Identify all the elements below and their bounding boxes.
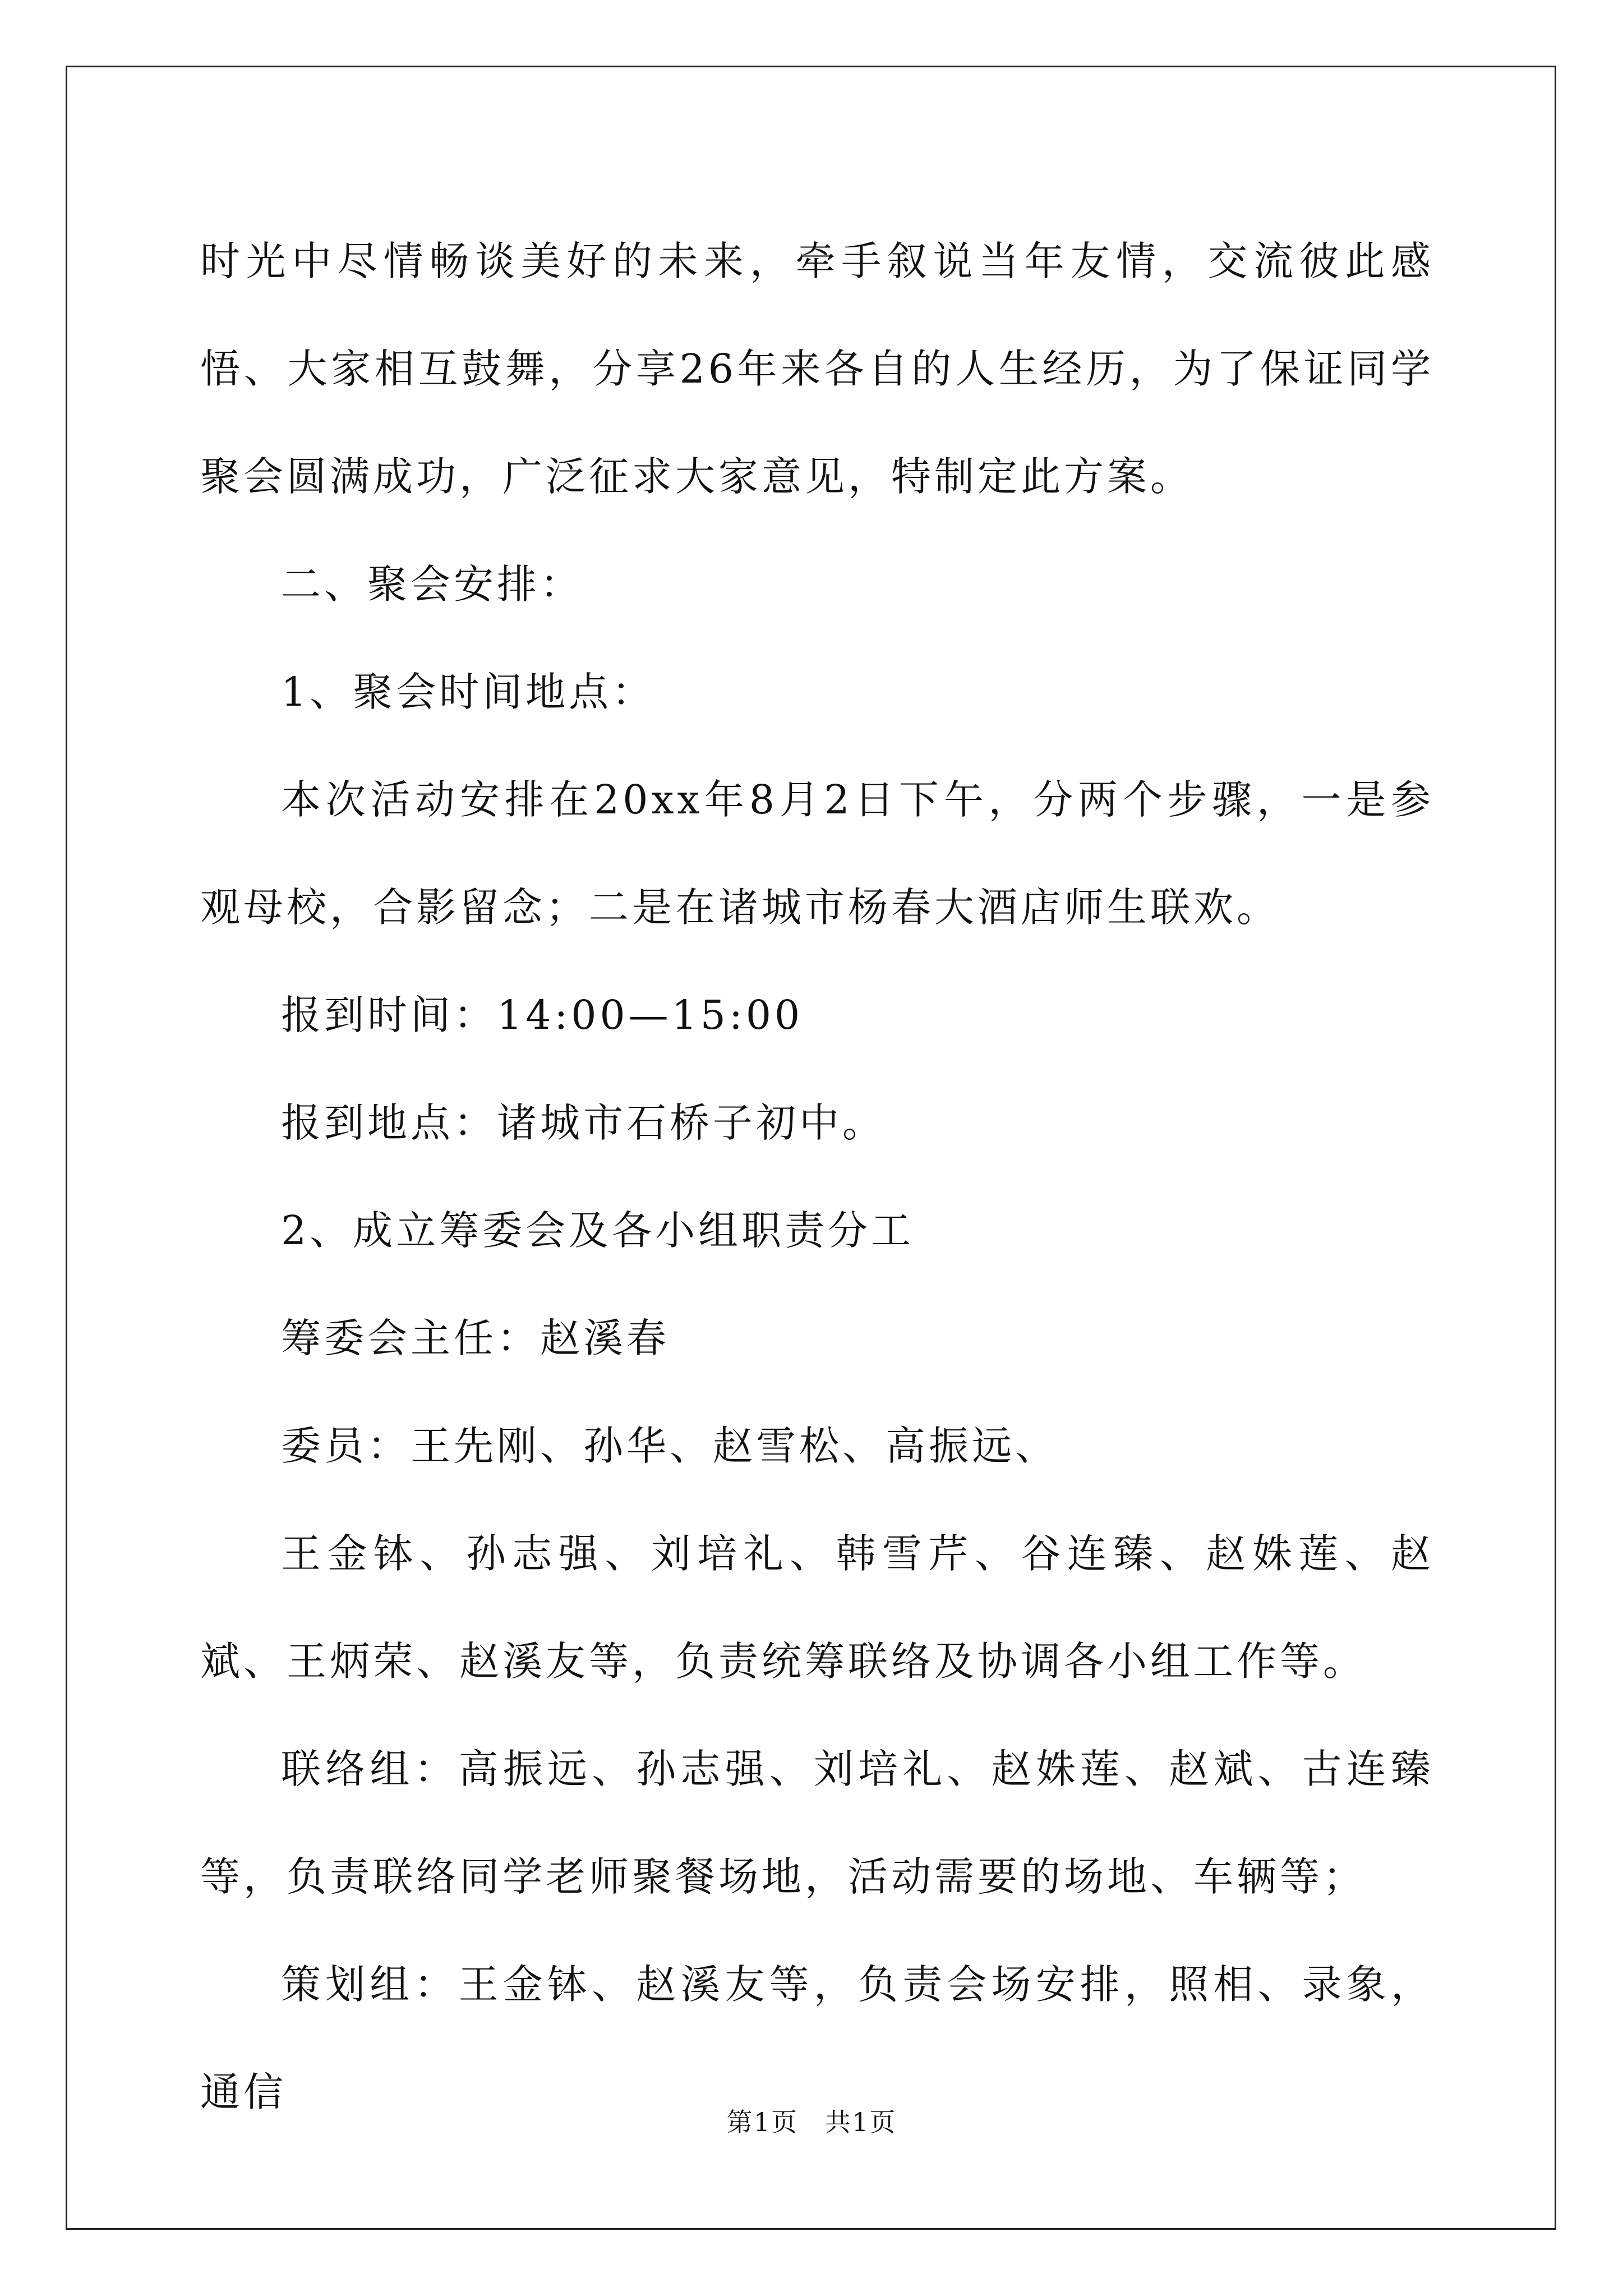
paragraph-activity-schedule: 本次活动安排在20xx年8月2日下午，分两个步骤，一是参观母校，合影留念；二是在诸城市杨春大酒店师生联欢。 <box>200 776 1434 931</box>
paragraph-committee-members-continued: 王金钵、孙志强、刘培礼、韩雪芹、谷连臻、赵姝莲、赵斌、王炳荣、赵溪友等，负责统筹联络及协调各小组工作等。 <box>200 1530 1434 1685</box>
paragraph-checkin-location: 报到地点：诸城市石桥子初中。 <box>281 1099 886 1146</box>
paragraph-checkin-time: 报到时间：14:00—15:00 <box>281 992 804 1038</box>
paragraph-committee-members: 委员：王先刚、孙华、赵雪松、高振远、 <box>281 1423 1059 1469</box>
heading-time-location: 1、聚会时间地点： <box>281 669 656 715</box>
heading-committee: 2、成立筹委会及各小组职责分工 <box>281 1207 915 1254</box>
paragraph-liaison-group: 联络组：高振远、孙志强、刘培礼、赵姝莲、赵斌、古连臻等，负责联络同学老师聚餐场地，活动需要的场地、车辆等； <box>200 1746 1434 1900</box>
page-number-footer: 第1页 共1页 <box>726 2107 897 2137</box>
paragraph-committee-director: 筹委会主任：赵溪春 <box>281 1315 670 1361</box>
paragraph-planning-group: 策划组：王金钵、赵溪友等，负责会场安排，照相、录象，通信 <box>200 1961 1434 2115</box>
document-body <box>200 208 1434 2146</box>
heading-gathering-arrangement: 二、聚会安排： <box>281 561 584 608</box>
paragraph-intro-continued: 时光中尽情畅谈美好的未来，牵手叙说当年友情，交流彼此感悟、大家相互鼓舞，分享26年来各自的人生经历，为了保证同学聚会圆满成功，广泛征求大家意见，特制定此方案。 <box>200 238 1434 500</box>
